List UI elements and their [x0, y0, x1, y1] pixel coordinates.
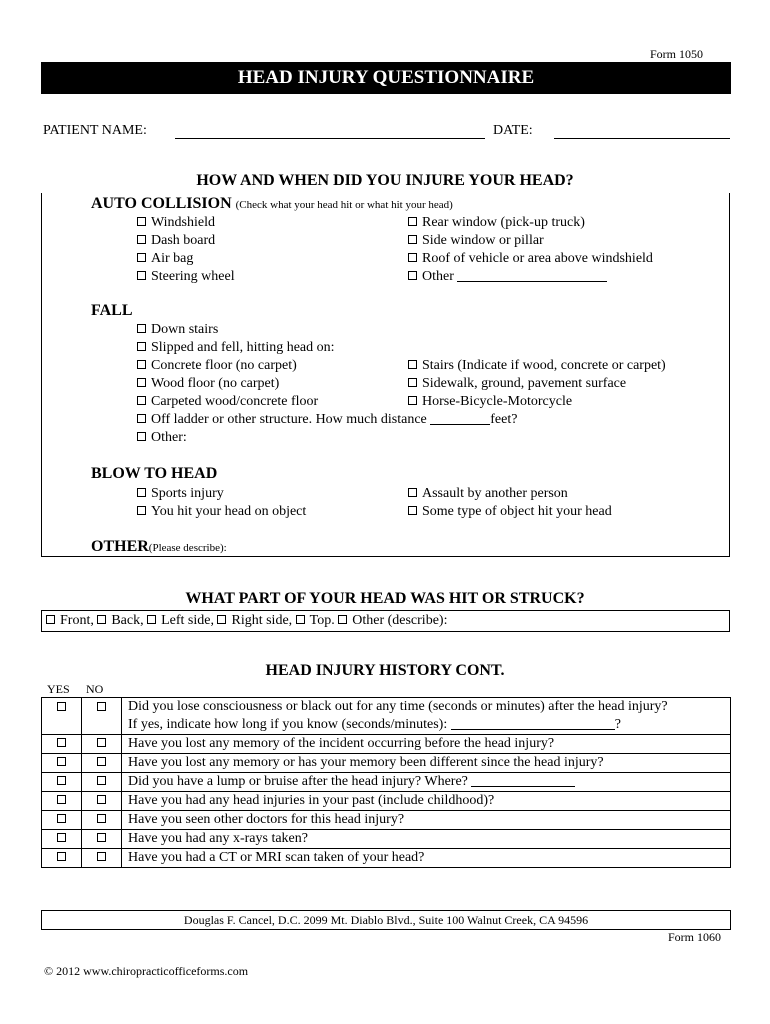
fall-left-item-2[interactable]: Carpeted wood/concrete floor — [137, 394, 318, 410]
auto-left-item-0[interactable]: Windshield — [137, 215, 215, 231]
fall-label: FALL — [91, 302, 133, 319]
history-question-7: Have you had any x-rays taken? — [122, 830, 731, 849]
auto-other-blank[interactable] — [457, 281, 607, 282]
table-row — [42, 792, 731, 811]
history-question-1 — [122, 698, 731, 735]
no-cell — [82, 735, 122, 754]
blow-left-item-0[interactable]: Sports injury — [137, 486, 224, 502]
yes-checkbox[interactable] — [57, 852, 66, 861]
blow-right-item-0[interactable]: Assault by another person — [408, 486, 568, 502]
no-checkbox[interactable] — [97, 757, 106, 766]
yes-cell — [42, 811, 82, 830]
fall-down-stairs[interactable]: Down stairs — [137, 322, 218, 338]
yes-checkbox[interactable] — [57, 814, 66, 823]
history-title: HEAD INJURY HISTORY CONT. — [265, 662, 505, 679]
how-section-title: HOW AND WHEN DID YOU INJURE YOUR HEAD? — [196, 172, 574, 189]
title-bar — [41, 62, 731, 94]
checkbox-icon[interactable] — [408, 271, 417, 280]
blow-right-item-1[interactable]: Some type of object hit your head — [408, 504, 612, 520]
yes-checkbox[interactable] — [57, 702, 66, 711]
checkbox-icon[interactable] — [147, 615, 156, 624]
fall-left-item-1[interactable]: Wood floor (no carpet) — [137, 376, 279, 392]
history-question-4: Did you have a lump or bruise after the head injury? Where? — [122, 773, 731, 792]
checkbox-icon[interactable] — [137, 488, 146, 497]
checkbox-icon[interactable] — [137, 414, 146, 423]
blow-label: BLOW TO HEAD — [91, 465, 218, 482]
part-section-title: WHAT PART OF YOUR HEAD WAS HIT OR STRUCK? — [185, 590, 585, 607]
part-option-front[interactable]: Front, — [46, 613, 94, 628]
blow-left-item-1[interactable]: You hit your head on object — [137, 504, 306, 520]
auto-collision-note: (Check what your head hit or what hit your head) — [235, 199, 453, 211]
auto-right-item-3[interactable]: Other — [408, 269, 607, 285]
patient-name-label: PATIENT NAME: — [43, 123, 147, 138]
checkbox-icon[interactable] — [408, 217, 417, 226]
fall-right-item-1[interactable]: Sidewalk, ground, pavement surface — [408, 376, 626, 392]
fall-left-item-0[interactable]: Concrete floor (no carpet) — [137, 358, 297, 374]
table-row — [42, 754, 731, 773]
yes-cell — [42, 849, 82, 868]
no-checkbox[interactable] — [97, 833, 106, 842]
checkbox-icon[interactable] — [137, 360, 146, 369]
no-checkbox[interactable] — [97, 814, 106, 823]
checkbox-icon[interactable] — [338, 615, 347, 624]
question-text: Did you lose consciousness or black out for any time (seconds or minutes) after the head injury? — [128, 699, 668, 714]
fall-slipped[interactable]: Slipped and fell, hitting head on: — [137, 340, 335, 356]
checkbox-icon[interactable] — [137, 432, 146, 441]
patient-name-field[interactable] — [175, 138, 485, 139]
checkbox-icon[interactable] — [137, 342, 146, 351]
yes-cell — [42, 698, 82, 735]
auto-left-item-1[interactable]: Dash board — [137, 233, 215, 249]
table-row — [42, 830, 731, 849]
checkbox-icon[interactable] — [408, 488, 417, 497]
checkbox-icon[interactable] — [137, 506, 146, 515]
auto-collision-heading — [91, 195, 453, 213]
checkbox-icon[interactable] — [408, 235, 417, 244]
checkbox-icon[interactable] — [408, 396, 417, 405]
checkbox-icon[interactable] — [137, 324, 146, 333]
yes-cell — [42, 773, 82, 792]
checkbox-icon[interactable] — [137, 235, 146, 244]
question-subtext: If yes, indicate how long if you know (seconds/minutes): ? — [128, 717, 621, 732]
checkbox-icon[interactable] — [408, 378, 417, 387]
other-label: OTHER — [91, 538, 149, 555]
ladder-distance-blank[interactable] — [430, 424, 490, 425]
date-field[interactable] — [554, 138, 730, 139]
table-row — [42, 849, 731, 868]
part-option-back[interactable]: Back, — [97, 613, 143, 628]
part-options-row — [46, 613, 447, 629]
other-note: (Please describe): — [148, 542, 227, 554]
yes-checkbox[interactable] — [57, 833, 66, 842]
no-label: NO — [86, 682, 104, 696]
no-cell — [82, 849, 122, 868]
form-number-top: Form 1050 — [650, 47, 704, 61]
part-option-left[interactable]: Left side, — [147, 613, 214, 628]
lump-location-blank[interactable] — [471, 786, 575, 787]
part-option-top[interactable]: Top. — [296, 613, 335, 628]
footer-address: Douglas F. Cancel, D.C. 2099 Mt. Diablo Blvd., Suite 100 Walnut Creek, CA 94596 — [41, 910, 731, 930]
history-table — [41, 697, 731, 868]
yes-checkbox[interactable] — [57, 795, 66, 804]
no-cell — [82, 811, 122, 830]
auto-right-item-0[interactable]: Rear window (pick-up truck) — [408, 215, 585, 231]
copyright: © 2012 www.chiropracticofficeforms.com — [44, 964, 249, 978]
auto-collision-label: AUTO COLLISION — [91, 195, 232, 212]
checkbox-icon[interactable] — [137, 217, 146, 226]
checkbox-icon[interactable] — [46, 615, 55, 624]
auto-left-item-3[interactable]: Steering wheel — [137, 269, 235, 285]
page-title: HEAD INJURY QUESTIONNAIRE — [237, 67, 535, 88]
checkbox-icon[interactable] — [296, 615, 305, 624]
history-question-5: Have you had any head injuries in your past (include childhood)? — [122, 792, 731, 811]
fall-other[interactable]: Other: — [137, 430, 187, 446]
table-row — [42, 698, 731, 735]
no-checkbox[interactable] — [97, 776, 106, 785]
date-label: DATE: — [493, 123, 533, 138]
yes-checkbox[interactable] — [57, 757, 66, 766]
auto-right-item-1[interactable]: Side window or pillar — [408, 233, 544, 249]
checkbox-icon[interactable] — [217, 615, 226, 624]
history-question-3: Have you lost any memory or has your memory been different since the head injury? — [122, 754, 731, 773]
checkbox-icon[interactable] — [137, 253, 146, 262]
history-question-2: Have you lost any memory of the incident occurring before the head injury? — [122, 735, 731, 754]
checkbox-icon[interactable] — [408, 360, 417, 369]
no-cell — [82, 773, 122, 792]
checkbox-icon[interactable] — [137, 271, 146, 280]
checkbox-icon[interactable] — [408, 253, 417, 262]
fall-right-item-0[interactable]: Stairs (Indicate if wood, concrete or carpet) — [408, 358, 666, 374]
yes-cell — [42, 792, 82, 811]
checkbox-icon[interactable] — [137, 396, 146, 405]
yes-label: YES — [47, 682, 70, 696]
table-row — [42, 811, 731, 830]
form-number-bottom: Form 1060 — [668, 930, 722, 944]
no-checkbox[interactable] — [97, 852, 106, 861]
no-checkbox[interactable] — [97, 702, 106, 711]
yes-checkbox[interactable] — [57, 776, 66, 785]
auto-right-item-2[interactable]: Roof of vehicle or area above windshield — [408, 251, 653, 267]
checkbox-icon[interactable] — [97, 615, 106, 624]
history-question-8: Have you had a CT or MRI scan taken of your head? — [122, 849, 731, 868]
no-checkbox[interactable] — [97, 795, 106, 804]
auto-left-item-2[interactable]: Air bag — [137, 251, 193, 267]
no-checkbox[interactable] — [97, 738, 106, 747]
duration-blank[interactable] — [451, 729, 615, 730]
yes-cell — [42, 830, 82, 849]
part-option-other[interactable]: Other (describe): — [338, 613, 447, 628]
checkbox-icon[interactable] — [137, 378, 146, 387]
yes-cell — [42, 754, 82, 773]
table-row — [42, 735, 731, 754]
other-heading — [91, 538, 227, 556]
history-question-6: Have you seen other doctors for this head injury? — [122, 811, 731, 830]
yes-checkbox[interactable] — [57, 738, 66, 747]
fall-right-item-2[interactable]: Horse-Bicycle-Motorcycle — [408, 394, 572, 410]
fall-ladder[interactable]: Off ladder or other structure. How much distance feet? — [137, 412, 517, 428]
checkbox-icon[interactable] — [408, 506, 417, 515]
no-cell — [82, 792, 122, 811]
part-option-right[interactable]: Right side, — [217, 613, 292, 628]
no-cell — [82, 754, 122, 773]
no-cell — [82, 698, 122, 735]
yes-cell — [42, 735, 82, 754]
table-row — [42, 773, 731, 792]
no-cell — [82, 830, 122, 849]
